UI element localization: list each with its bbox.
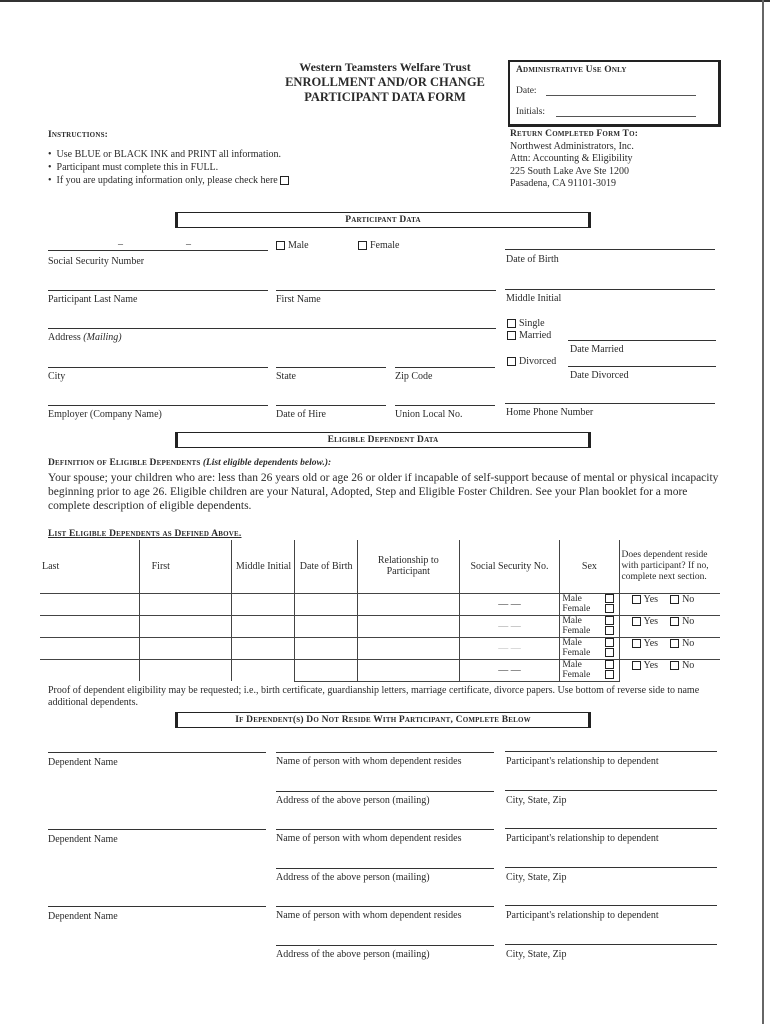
form-title [270,60,500,105]
dep-relationship-cell[interactable] [357,593,459,615]
table-row [40,593,720,615]
relationship-label: Participant's relationship to dependent [506,833,659,844]
dep-last-cell[interactable] [40,615,139,637]
dep-middle-cell[interactable] [232,615,295,637]
city-label: City [48,371,66,382]
dep-last-cell[interactable] [40,593,139,615]
trust-name: Western Teamsters Welfare Trust [299,60,471,74]
definition-heading: Definition of Eligible Dependents (List eligible dependents below.): [48,458,332,468]
resides-with-label: Name of person with whom dependent resides [276,833,462,844]
dep-reside-cell: Yes No [619,615,720,637]
address-field[interactable] [48,328,496,329]
resides-with-field[interactable] [276,829,494,830]
dependent-data-header: Eligible Dependent Data [175,432,591,448]
married-option[interactable]: Married [507,330,551,341]
employer-field[interactable] [48,405,268,406]
return-line: 225 South Lake Ave Ste 1200 [510,165,629,177]
admin-date-label: Date: [516,86,537,96]
address-label: Address (Mailing) [48,332,122,343]
dep-reside-cell: Yes No [619,593,720,615]
dep-first-cell[interactable] [139,637,232,659]
city-field[interactable] [48,367,268,368]
dep-dob-cell[interactable] [295,615,357,637]
divorced-option[interactable]: Divorced [507,356,556,367]
resides-with-field[interactable] [276,906,494,907]
form-title-line1: ENROLLMENT AND/OR CHANGE [285,75,485,89]
col-middle: Middle Initial [232,540,295,593]
resides-address-field[interactable] [276,791,494,792]
relationship-field[interactable] [505,828,717,829]
col-ssn: Social Security No. [459,540,560,593]
dep-relationship-cell[interactable] [357,615,459,637]
dep-male-checkbox[interactable] [605,616,614,625]
admin-use-box [508,60,721,127]
dependent-name-label: Dependent Name [48,757,118,768]
dep-female-checkbox[interactable] [605,670,614,679]
zip-field[interactable] [395,367,495,368]
dep-last-cell[interactable] [40,659,139,681]
state-label: State [276,371,296,382]
return-heading: Return Completed Form To: [510,129,639,139]
married-checkbox[interactable] [507,331,516,340]
single-option[interactable]: Single [507,318,545,329]
dep-ssn-cell[interactable]: — — [459,637,560,659]
col-last: Last [40,540,139,593]
table-row [40,615,720,637]
dep-male-checkbox[interactable] [605,594,614,603]
reside-yes-checkbox[interactable] [632,661,641,670]
middle-initial-label: Middle Initial [506,293,562,304]
last-name-field[interactable] [48,290,268,291]
return-address [510,128,638,191]
first-name-label: First Name [276,294,321,305]
hire-date-label: Date of Hire [276,409,326,420]
female-checkbox[interactable] [358,241,367,250]
instruction-item: • Participant must complete this in FULL. [48,162,219,173]
relationship-field[interactable] [505,751,717,752]
middle-initial-field[interactable] [505,289,715,290]
dependent-name-field[interactable] [48,906,266,907]
ssn-dash: – [186,239,191,250]
dep-male-checkbox[interactable] [605,660,614,669]
resides-with-label: Name of person with whom dependent resides [276,910,462,921]
resides-city-field[interactable] [505,867,717,868]
dep-dob-cell[interactable] [295,637,357,659]
table-row [40,637,720,659]
nonresident-header: If Dependent(s) Do Not Reside With Participant, Complete Below [175,712,591,728]
resides-city-field[interactable] [505,944,717,945]
dep-reside-cell: Yes No [619,659,720,681]
col-relationship: Relationship to Participant [357,540,459,593]
dep-female-checkbox[interactable] [605,626,614,635]
col-first: First [139,540,232,593]
resides-with-field[interactable] [276,752,494,753]
dob-label: Date of Birth [506,254,559,265]
resides-city-label: City, State, Zip [506,795,567,806]
table-row [40,659,720,681]
dep-dob-cell[interactable] [295,593,357,615]
dep-sex-cell: Male Female [560,659,619,681]
dep-ssn-cell[interactable]: — — [459,615,560,637]
last-name-label: Participant Last Name [48,294,138,305]
relationship-field[interactable] [505,905,717,906]
zip-label: Zip Code [395,371,433,382]
single-checkbox[interactable] [507,319,516,328]
admin-initials-field[interactable] [556,116,696,117]
resides-address-label: Address of the above person (mailing) [276,949,430,960]
dependent-name-label: Dependent Name [48,911,118,922]
return-line: Attn: Accounting & Eligibility [510,153,633,164]
ssn-field[interactable] [48,250,268,251]
home-phone-label: Home Phone Number [506,407,594,418]
dep-first-cell[interactable] [139,593,232,615]
instruction-item: • If you are updating information only, please check here [48,174,292,187]
relationship-label: Participant's relationship to dependent [506,756,659,767]
dep-sex-cell: Male Female [560,615,619,637]
dep-relationship-cell[interactable] [357,659,459,681]
resides-address-field[interactable] [276,945,494,946]
dependent-name-label: Dependent Name [48,834,118,845]
update-only-checkbox[interactable] [280,176,289,185]
participant-data-header: Participant Data [175,212,591,228]
col-dob: Date of Birth [295,540,357,593]
reside-no-checkbox[interactable] [670,661,679,670]
reside-no-checkbox[interactable] [670,595,679,604]
dependents-table [40,540,720,682]
instructions-list [48,148,292,187]
page-top-edge [0,0,770,2]
reside-yes-checkbox[interactable] [632,595,641,604]
union-local-field[interactable] [395,405,495,406]
resides-address-field[interactable] [276,868,494,869]
instruction-item: • Use BLUE or BLACK INK and PRINT all information. [48,149,282,160]
return-line: Pasadena, CA 91101-3019 [510,178,617,189]
female-option[interactable]: Female [358,240,399,251]
dep-relationship-cell[interactable] [357,637,459,659]
col-sex: Sex [560,540,619,593]
dep-sex-cell: Male Female [560,593,619,615]
dependent-name-field[interactable] [48,752,266,753]
dep-female-checkbox[interactable] [605,604,614,613]
ssn-dash: – [118,239,123,250]
dob-field[interactable] [505,249,715,250]
ssn-label: Social Security Number [48,256,145,267]
table-header-row [40,540,720,593]
resides-address-label: Address of the above person (mailing) [276,795,430,806]
date-married-label: Date Married [570,344,624,355]
hire-date-field[interactable] [276,405,386,406]
resides-address-label: Address of the above person (mailing) [276,872,430,883]
dep-dob-cell[interactable] [295,659,357,681]
date-divorced-field[interactable] [568,366,716,367]
union-local-label: Union Local No. [395,409,463,420]
divorced-checkbox[interactable] [507,357,516,366]
dep-sex-cell: Male Female [560,637,619,659]
dep-ssn-cell[interactable]: — — [459,659,560,681]
date-divorced-label: Date Divorced [570,370,629,381]
dep-first-cell[interactable] [139,615,232,637]
male-checkbox[interactable] [276,241,285,250]
employer-label: Employer (Company Name) [48,409,162,420]
resides-city-label: City, State, Zip [506,949,567,960]
admin-date-field[interactable] [546,95,696,96]
admin-heading: Administrative Use Only [516,65,627,75]
form-title-line2: PARTICIPANT DATA FORM [304,90,466,104]
instructions-heading: Instructions: [48,130,109,140]
reside-no-checkbox[interactable] [670,617,679,626]
dep-middle-cell[interactable] [232,637,295,659]
reside-no-checkbox[interactable] [670,639,679,648]
resides-city-label: City, State, Zip [506,872,567,883]
dep-first-cell[interactable] [139,659,232,681]
home-phone-field[interactable] [505,403,715,404]
relationship-label: Participant's relationship to dependent [506,910,659,921]
male-option[interactable]: Male [276,240,309,251]
dep-ssn-cell[interactable]: — — [459,593,560,615]
date-married-field[interactable] [568,340,716,341]
reside-yes-checkbox[interactable] [632,617,641,626]
dep-reside-cell: Yes No [619,637,720,659]
admin-initials-label: Initials: [516,107,546,117]
page-right-edge [762,0,764,1024]
resides-with-label: Name of person with whom dependent resides [276,756,462,767]
dependent-name-field[interactable] [48,829,266,830]
dep-middle-cell[interactable] [232,593,295,615]
resides-city-field[interactable] [505,790,717,791]
return-line: Northwest Administrators, Inc. [510,140,634,152]
dep-middle-cell[interactable] [232,659,295,681]
state-field[interactable] [276,367,386,368]
first-name-field[interactable] [276,290,496,291]
proof-note: Proof of dependent eligibility may be requested; i.e., birth certificate, guardianship letters, marriage certificate, divorce papers. Use bottom of reverse side to name additional dependents. [48,685,700,708]
list-dependents-heading: List Eligible Dependents as Defined Above. [48,529,242,539]
definition-text: Your spouse; your children who are: less than 26 years old or age 26 or older if incapable of self-support because of mental or physical incapacity beginning prior to age 26. Eligible children are your Natural, Adopted, Step and Eligible Foster Children. See your Plan booklet for a more complete description of eligible dependents. [48,472,719,512]
col-reside: Does dependent reside with participant? If no, complete next section. [619,540,720,593]
dep-last-cell[interactable] [40,637,139,659]
dep-male-checkbox[interactable] [605,638,614,647]
reside-yes-checkbox[interactable] [632,639,641,648]
dep-female-checkbox[interactable] [605,648,614,657]
